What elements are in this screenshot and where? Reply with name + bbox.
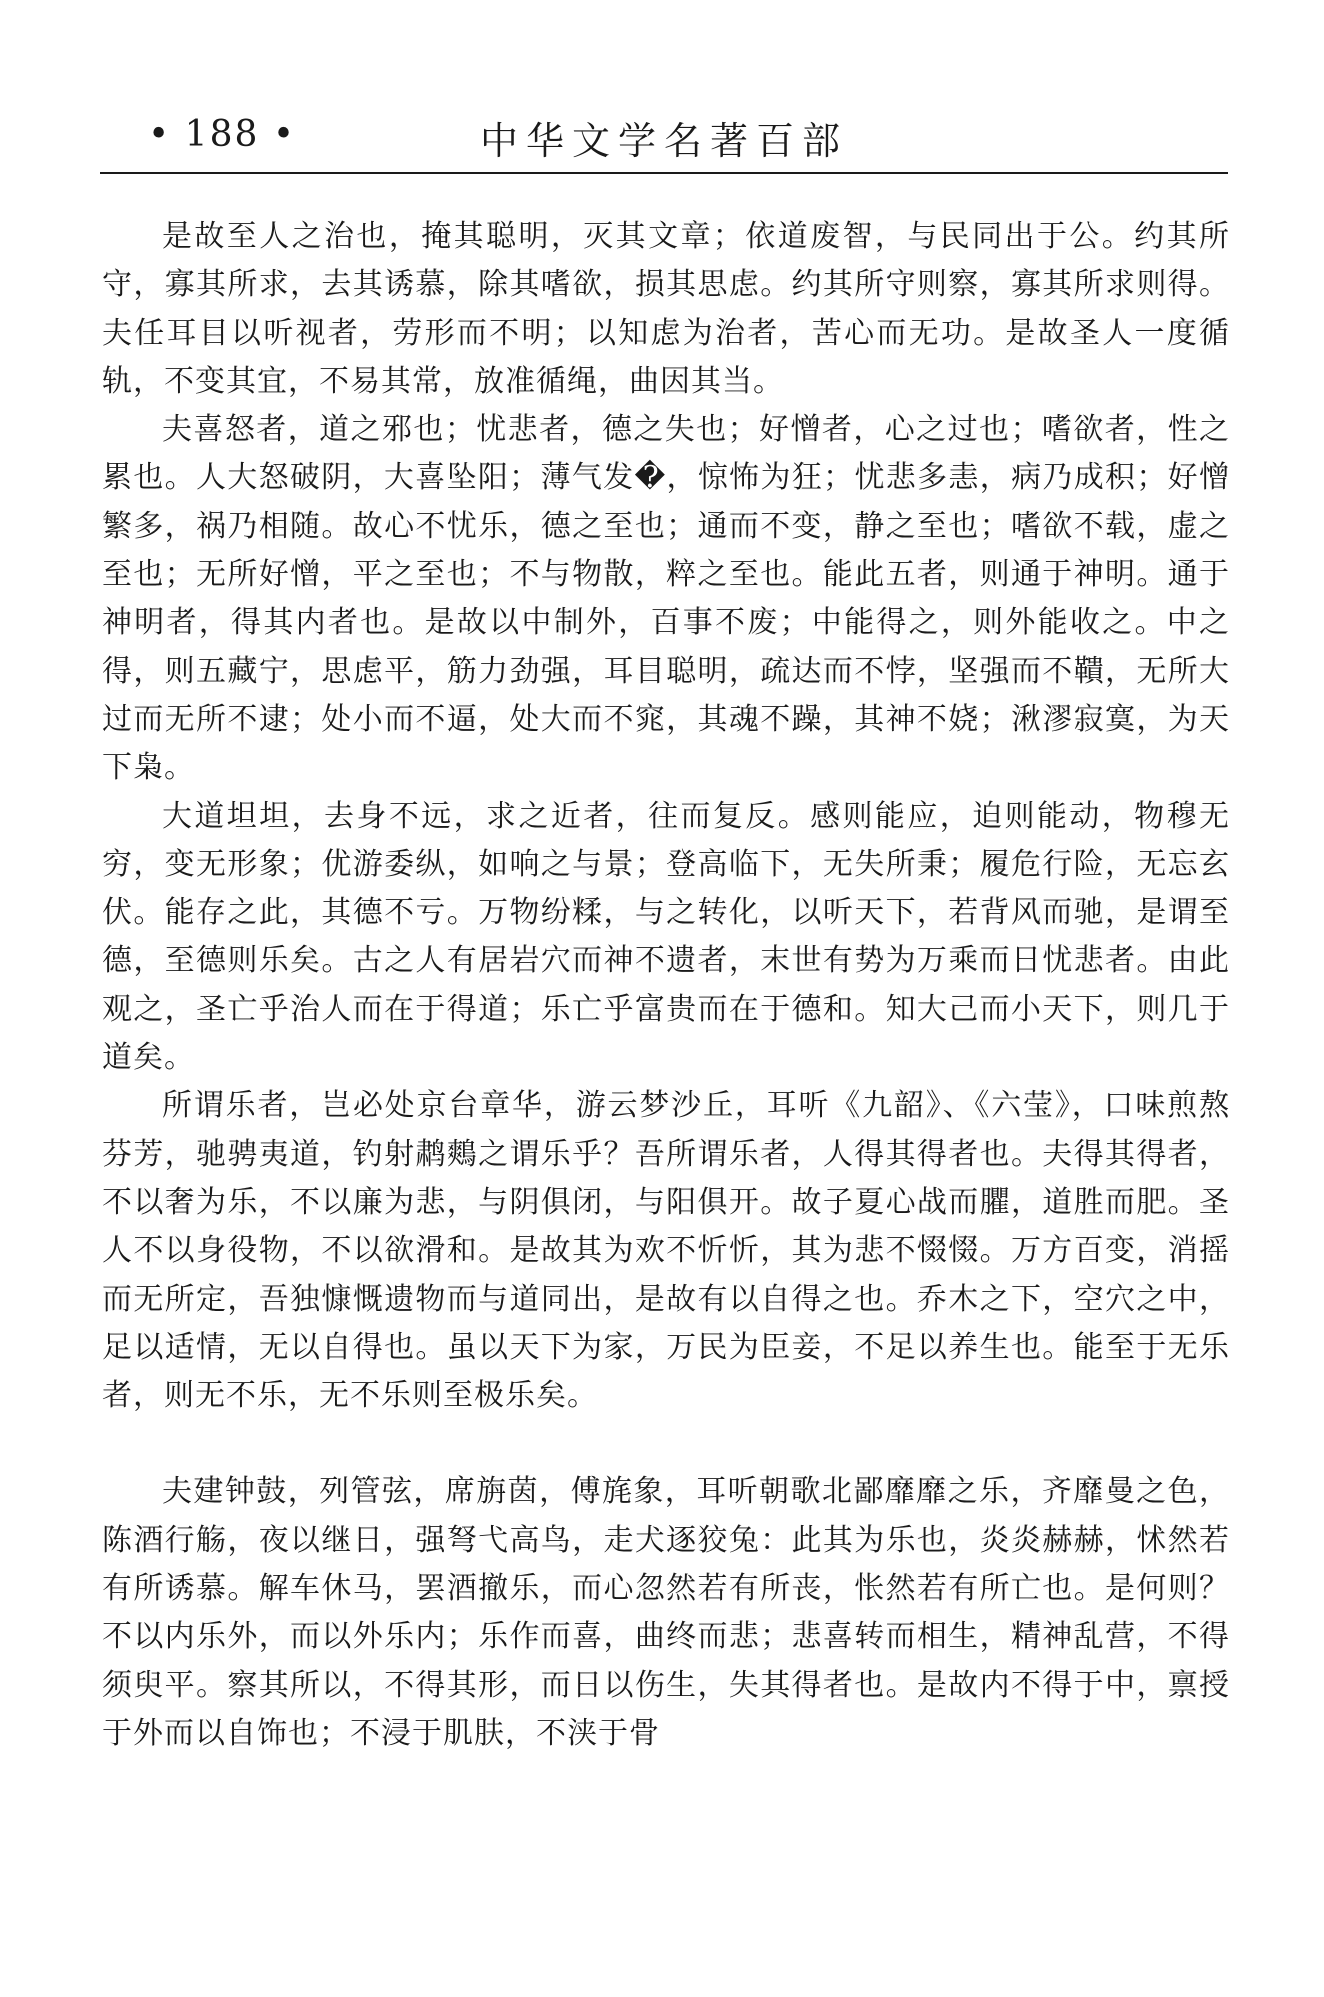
page-header <box>100 110 1228 170</box>
paragraph: 所谓乐者，岂必处京台章华，游云梦沙丘，耳听《九韶》、《六莹》，口味煎熬芬芳，驰骋夷道，钓射鹔鷞之谓乐乎？吾所谓乐者，人得其得者也。夫得其得者，不以奢为乐，不以廉为悲，与阴俱闭，与阳俱开。故子夏心战而臞，道胜而肥。圣人不以身役物，不以欲滑和。是故其为欢不忻忻，其为悲不惙惙。万方百变，消摇而无所定，吾独慷慨遗物而与道同出，是故有以自得之也。乔木之下，空穴之中，足以适情，无以自得也。虽以天下为家，万民为臣妾，不足以养生也。能至于无乐者，则无不乐，无不乐则至极乐矣。 <box>102 1088 1230 1414</box>
paragraph: 夫喜怒者，道之邪也；忧悲者，德之失也；好憎者，心之过也；嗜欲者，性之累也。人大怒破阴，大喜坠阳；薄气发�，惊怖为狂；忧悲多恚，病乃成积；好憎繁多，祸乃相随。故心不忧乐，德之至也；通而不变，静之至也；嗜欲不载，虚之至也；无所好憎，平之至也；不与物散，粹之至也。能此五者，则通于神明。通于神明者，得其内者也。是故以中制外，百事不废；中能得之，则外能收之。中之得，则五藏宁，思虑平，筋力劲强，耳目聪明，疏达而不悖，坚强而不鞼，无所大过而无所不逮；处小而不逼，处大而不窕，其魂不躁，其神不娆；湫漻寂寞，为天下枭。 <box>102 412 1230 786</box>
header-divider <box>100 172 1228 174</box>
paragraph: 夫建钟鼓，列管弦，席旃茵，傅旄象，耳听朝歌北鄙靡靡之乐，齐靡曼之色，陈酒行觞，夜以继日，强弩弋高鸟，走犬逐狡兔：此其为乐也，炎炎赫赫，怵然若有所诱慕。解车休马，罢酒撤乐，而心忽然若有所丧，怅然若有所亡也。是何则？不以内乐外，而以外乐内；乐作而喜，曲终而悲；悲喜转而相生，精神乱营，不得须臾平。察其所以，不得其形，而日以伤生，失其得者也。是故内不得于中，禀授于外而以自饰也；不浸于肌肤，不浃于骨 <box>102 1474 1230 1751</box>
page-number: • 188 • <box>148 114 297 155</box>
body-text <box>102 213 1230 1758</box>
paragraph: 大道坦坦，去身不远，求之近者，往而复反。感则能应，迫则能动，物穆无穷，变无形象；优游委纵，如响之与景；登高临下，无失所秉；履危行险，无忘玄伏。能存之此，其德不亏。万物纷糅，与之转化，以听天下，若背风而驰，是谓至德，至德则乐矣。古之人有居岩穴而神不遗者，末世有势为万乘而日忧悲者。由此观之，圣亡乎治人而在于得道；乐亡乎富贵而在于德和。知大己而小天下，则几于道矣。 <box>102 798 1230 1076</box>
book-title: 中华文学名著百部 <box>479 119 848 163</box>
paragraph: 是故至人之治也，掩其聪明，灭其文章；依道废智，与民同出于公。约其所守，寡其所求，去其诱慕，除其嗜欲，损其思虑。约其所守则察，寡其所求则得。夫任耳目以听视者，劳形而不明；以知虑为治者，苦心而无功。是故圣人一度循轨，不变其宜，不易其常，放准循绳，曲因其当。 <box>102 219 1230 399</box>
